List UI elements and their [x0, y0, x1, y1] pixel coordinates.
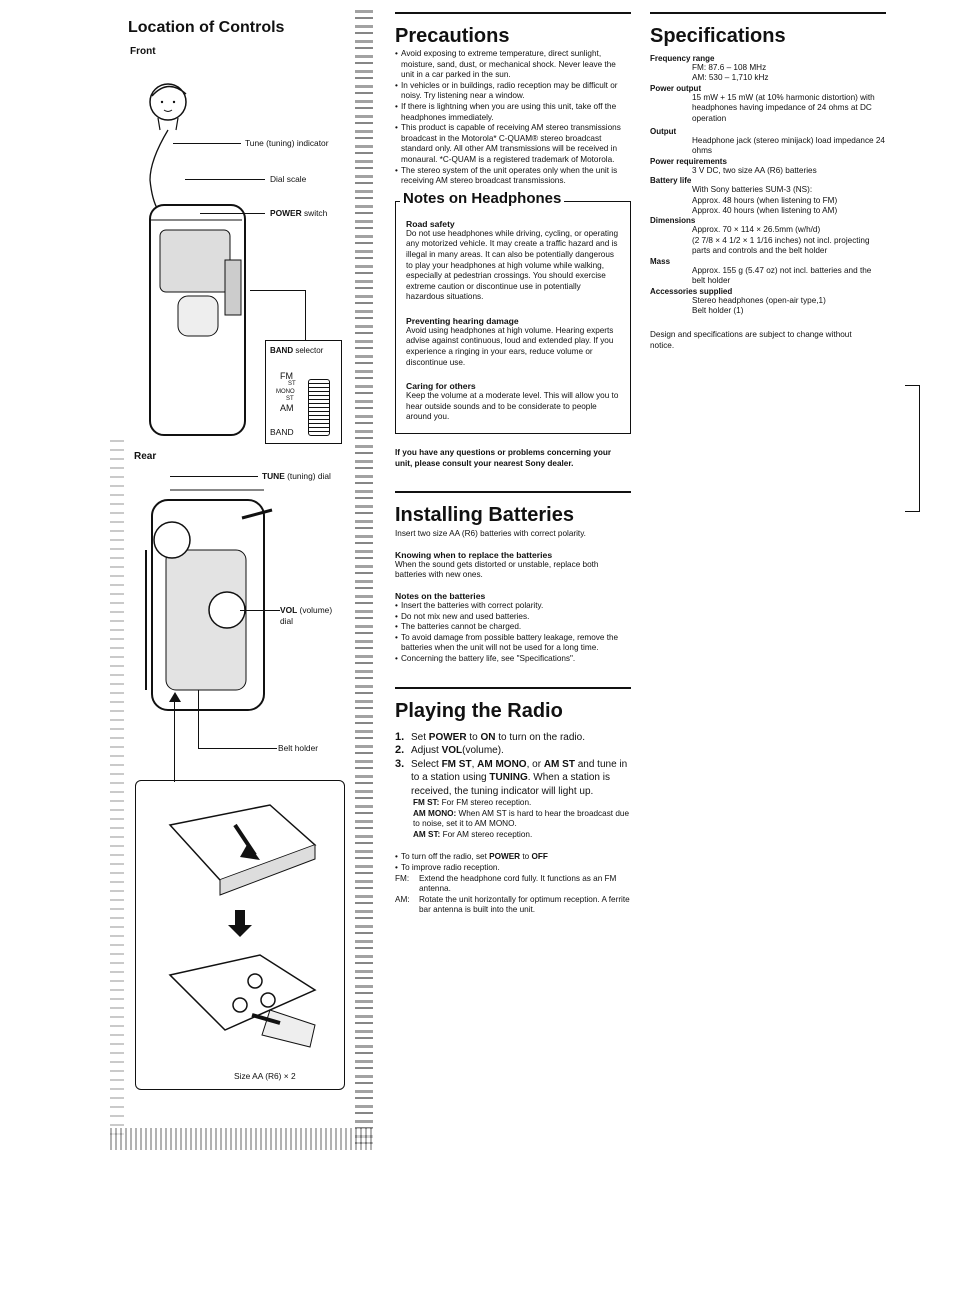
- tune-indicator-label: Tune (tuning) indicator: [245, 138, 329, 148]
- road-safety-title: Road safety: [406, 218, 455, 229]
- battery-note: • Do not mix new and used batteries.: [395, 612, 631, 623]
- arrow-line: [174, 700, 175, 782]
- dealer-note: If you have any questions or problems concerning your unit, please consult your nearest Sony dealer.: [395, 448, 612, 468]
- batteries-intro: Insert two size AA (R6) batteries with correct polarity.: [395, 529, 586, 539]
- arrow-head: [169, 692, 181, 702]
- road-safety-text: Do not use headphones while driving, cycling, or operating any motorized vehicle. It may create a traffic hazard and is illegal in many areas. It can also be potentially dangerous to play your headphones at high volume while walking, especially at pedestrian crossings. You should exercise extreme caution or discontinue use in potentially hazardous situations.: [406, 228, 619, 302]
- band-explanations: [395, 798, 631, 840]
- replace-text: When the sound gets distorted or unstable, replace both batteries with new ones.: [395, 559, 599, 580]
- precaution-item: • This product is capable of receiving AM stereo transmissions broadcast in the Motorola* C-QUAM® stereo broadcast standard only. All other AM transmissions will be received in monaural. *C-QUAM is a registered trademark of Motorola.: [395, 123, 631, 165]
- headphones-title-row: [396, 189, 630, 209]
- precautions-title: Precautions: [395, 25, 510, 47]
- radio-improve-tip: • To improve radio reception.: [395, 863, 631, 874]
- front-device-illustration: [130, 60, 280, 450]
- spec-row: Frequency range FM: 87.6 – 108 MHz AM: 530 – 1,710 kHz: [650, 54, 769, 83]
- fold-bracket: [905, 385, 920, 512]
- location-title: Location of Controls: [128, 19, 285, 36]
- spec-row: Dimensions Approx. 70 × 114 × 26.5mm (w/h/d) (2 7/8 × 4 1/2 × 1 1/16 inches) not incl. projecting parts and controls and the belt holder: [650, 216, 870, 256]
- band-selector-label: BAND selector: [270, 346, 324, 355]
- spec-row: Power requirements 3 V DC, two size AA (R6) batteries: [650, 156, 817, 175]
- location-section: [110, 10, 375, 1150]
- am-st-note: AM ST: For AM stereo reception.: [413, 829, 533, 839]
- scan-border-bottom: [110, 1128, 373, 1150]
- radio-steps: [395, 731, 631, 799]
- front-label: Front: [130, 46, 156, 57]
- precaution-item: • Avoid exposing to extreme temperature, direct sunlight, moisture, sand, dust, or mechanical shock. Never leave the unit in a car parked in the sun.: [395, 49, 631, 81]
- precaution-item: • In vehicles or in buildings, radio reception may be difficult or noisy. Try listening near a window.: [395, 81, 631, 102]
- dial-scale-line: [185, 179, 265, 180]
- battery-size-label: Size AA (R6) × 2: [234, 1071, 296, 1081]
- specs-title: Specifications: [650, 25, 786, 47]
- power-switch-label: POWER switch: [270, 208, 328, 218]
- fm-st-note: FM ST: For FM stereo reception.: [413, 798, 532, 808]
- vol-dial-line: [240, 610, 280, 611]
- replace-title: Knowing when to replace the batteries: [395, 549, 553, 560]
- spec-row: Battery life With Sony batteries SUM-3 (NS): Approx. 48 hours (when listening to FM) Approx. 40 hours (when listening to AM): [650, 176, 838, 216]
- power-switch-line: [200, 213, 265, 214]
- fm-reception-tip: FM: Extend the headphone cord fully. It functions as an FM antenna.: [395, 873, 617, 894]
- precautions-rule: [395, 12, 631, 14]
- radio-title: Playing the Radio: [395, 699, 563, 722]
- others-title: Caring for others: [406, 381, 476, 392]
- tune-indicator-line: [173, 143, 241, 144]
- batteries-rule: [395, 491, 631, 493]
- battery-notes-title: Notes on the batteries: [395, 591, 486, 601]
- specifications-section: [650, 12, 886, 352]
- radio-off-tip: • To turn off the radio, set POWER to OFF: [395, 852, 631, 863]
- band-word: BAND: [270, 427, 294, 437]
- middle-column: [395, 12, 631, 916]
- battery-note: • The batteries cannot be charged.: [395, 622, 631, 633]
- band-mono: MONO: [276, 389, 295, 395]
- tune-dial-label: TUNE (tuning) dial: [262, 471, 331, 481]
- specs-list: [650, 54, 886, 316]
- battery-box: [135, 780, 345, 1090]
- hearing-text: Avoid using headphones at high volume. Hearing experts advise against continuous, loud and extended play. If you experience a ringing in your ears, reduce volume or discontinue use.: [406, 325, 614, 367]
- band-slider: [308, 379, 330, 436]
- precautions-list: [395, 49, 631, 187]
- battery-notes-list: [395, 601, 631, 665]
- specs-rule: [650, 12, 886, 14]
- vol-dial-label-2: dial: [280, 616, 294, 626]
- batteries-title: Installing Batteries: [395, 504, 574, 527]
- belt-holder-label: Belt holder: [278, 743, 319, 753]
- specs-note: Design and specifications are subject to change without notice.: [650, 330, 852, 350]
- vol-dial-label: VOL (volume): [280, 605, 333, 615]
- others-text: Keep the volume at a moderate level. This will allow you to hear outside sounds and to be considerate to people around you.: [406, 391, 619, 422]
- hearing-title: Preventing hearing damage: [406, 315, 519, 326]
- headphones-box: [395, 189, 631, 434]
- radio-step-2: 2. Adjust VOL(volume).: [395, 744, 504, 757]
- spec-row: Power output 15 mW + 15 mW (at 10% harmonic distortion) with headphones having impedance of 24 ohms at DC operation: [650, 83, 875, 123]
- radio-step-3: 3. Select FM ST, AM MONO, or AM ST and tune in to a station using TUNING. When a station is received, the tuning indicator will light up.: [395, 757, 628, 797]
- band-fm: FM: [280, 371, 293, 381]
- precaution-item: • If there is lightning when you are using this unit, take off the headphones immediately.: [395, 102, 631, 123]
- battery-cover-illustration: [140, 785, 340, 1085]
- band-connector-line: [250, 290, 306, 341]
- precaution-item: • The stereo system of the unit operates only when the unit is receiving AM stereo broadcast transmissions.: [395, 166, 631, 187]
- headphones-title: Notes on Headphones: [400, 190, 564, 207]
- band-st-2: ST: [286, 396, 294, 402]
- dial-scale-label: Dial scale: [270, 174, 307, 184]
- battery-note: • Concerning the battery life, see "Specifications".: [395, 654, 631, 665]
- rear-label: Rear: [134, 451, 157, 462]
- radio-step-1: 1. Set POWER to ON to turn on the radio.: [395, 730, 585, 743]
- scan-border-left: [110, 440, 124, 1140]
- belt-holder-line: [198, 690, 277, 749]
- spec-row: Accessories supplied Stereo headphones (open-air type,1) Belt holder (1): [650, 286, 826, 315]
- tune-dial-line: [170, 476, 258, 477]
- radio-rule: [395, 687, 631, 689]
- battery-note: • To avoid damage from possible battery leakage, remove the batteries when the unit will not be used for a long time.: [395, 633, 631, 654]
- am-reception-tip: AM: Rotate the unit horizontally for optimum reception. A ferrite bar antenna is built into the unit.: [395, 894, 630, 915]
- band-am: AM: [280, 403, 294, 413]
- radio-tips: [395, 852, 631, 873]
- spec-row: Mass Approx. 155 g (5.47 oz) not incl. batteries and the belt holder: [650, 256, 872, 286]
- scan-border-right: [355, 10, 373, 1145]
- battery-note: • Insert the batteries with correct polarity.: [395, 601, 631, 612]
- band-selector-box: [265, 340, 342, 444]
- spec-row: Output Headphone jack (stereo minijack) load impedance 24 ohms: [650, 127, 885, 156]
- am-mono-note: AM MONO: When AM ST is hard to hear the broadcast due to noise, set it to AM MONO.: [413, 808, 630, 829]
- band-st: ST: [288, 381, 296, 387]
